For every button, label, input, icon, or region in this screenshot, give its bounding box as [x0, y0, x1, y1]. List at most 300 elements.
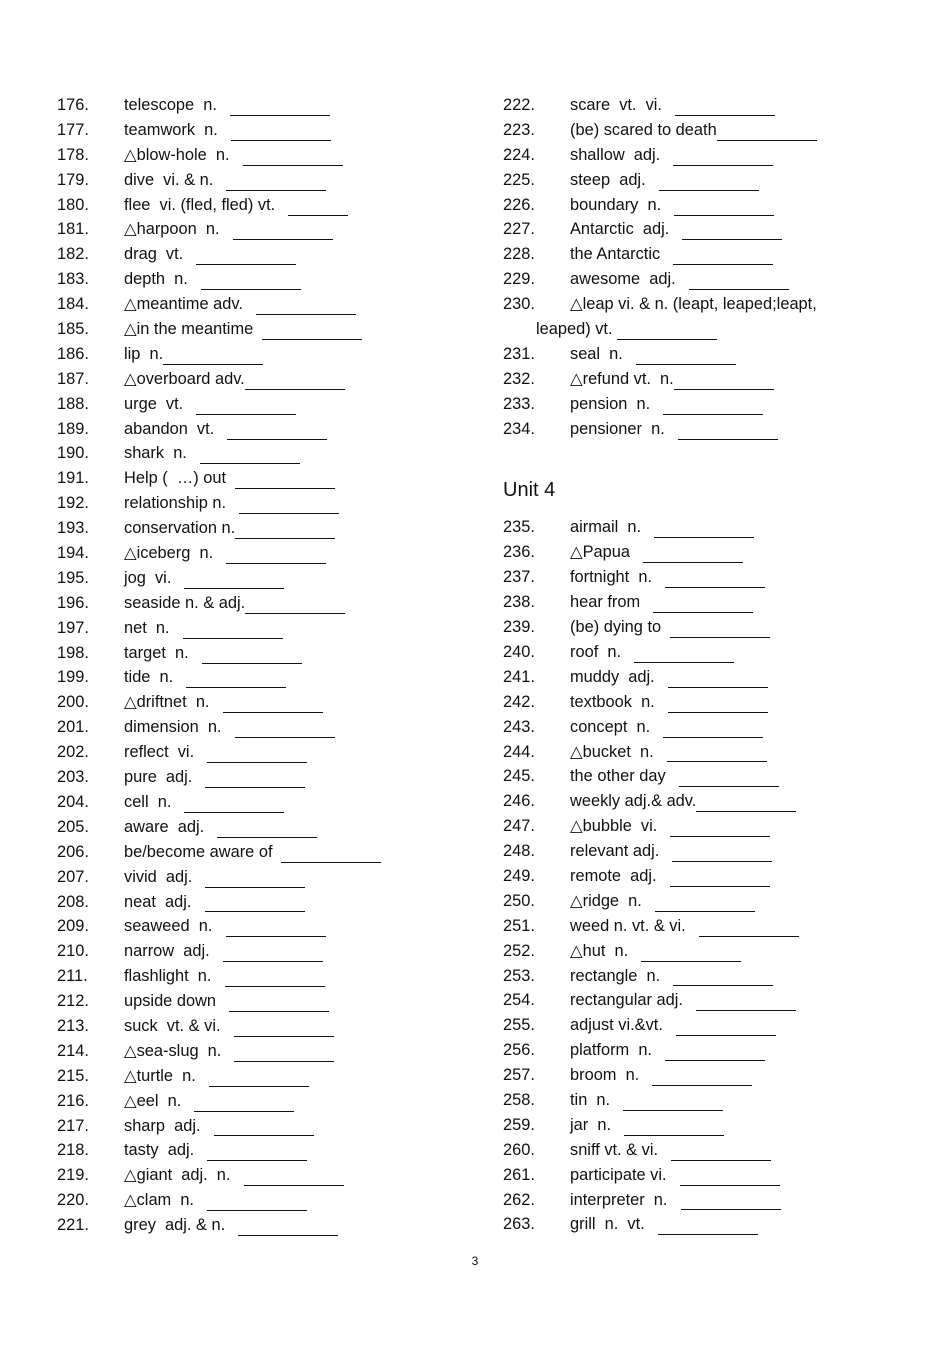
- item-number: 232.: [503, 369, 535, 388]
- answer-blank[interactable]: [670, 820, 770, 837]
- answer-blank[interactable]: [679, 770, 779, 787]
- list-item: [57, 815, 457, 840]
- item-term: the other day: [570, 767, 675, 786]
- list-item: [57, 566, 457, 591]
- item-term: abandon vt.: [124, 419, 224, 438]
- item-number: 219.: [57, 1166, 89, 1185]
- item-term: grey adj. & n.: [124, 1216, 235, 1235]
- item-term: broom n.: [570, 1066, 649, 1085]
- list-item: [57, 193, 457, 218]
- item-term: net n.: [124, 618, 179, 637]
- answer-blank[interactable]: [207, 1194, 307, 1211]
- list-item: [57, 367, 457, 392]
- list-item: [57, 1089, 457, 1114]
- item-term: scare vt. vi.: [570, 96, 672, 114]
- right-column: [503, 93, 903, 1237]
- item-term: cell n.: [124, 792, 181, 811]
- answer-blank[interactable]: [663, 398, 763, 415]
- item-term: △sea-slug n.: [124, 1041, 231, 1060]
- item-term: (be) scared to death: [570, 120, 717, 139]
- item-term: conservation n.: [124, 519, 236, 538]
- answer-blank[interactable]: [205, 871, 305, 888]
- item-term: △overboard adv.: [124, 369, 245, 388]
- item-number: 244.: [503, 742, 535, 761]
- item-term: △hut n.: [570, 941, 638, 960]
- list-item: [503, 515, 903, 540]
- answer-blank[interactable]: [183, 622, 283, 639]
- list-item: [503, 1038, 903, 1063]
- answer-blank[interactable]: [207, 1144, 307, 1161]
- list-item: [57, 93, 457, 118]
- item-number: 203.: [57, 768, 89, 787]
- item-term: (be) dying to: [570, 618, 666, 637]
- list-item: [57, 790, 457, 815]
- list-item: [503, 565, 903, 590]
- item-number: 249.: [503, 866, 535, 885]
- answer-blank[interactable]: [643, 546, 743, 563]
- list-item-wrapped: [503, 292, 903, 342]
- answer-blank[interactable]: [233, 223, 333, 240]
- list-item: [57, 740, 457, 765]
- list-item: [503, 392, 903, 417]
- item-term: △Papua: [570, 543, 640, 562]
- item-number: 262.: [503, 1190, 535, 1209]
- item-number: 182.: [57, 245, 89, 264]
- list-item: [503, 242, 903, 267]
- item-number: 261.: [503, 1165, 535, 1184]
- list-item: [57, 491, 457, 516]
- left-column: [57, 93, 457, 1238]
- list-item: [57, 292, 457, 317]
- item-number: 212.: [57, 992, 89, 1011]
- item-number: 241.: [503, 667, 535, 686]
- answer-blank[interactable]: [256, 298, 356, 315]
- item-number: 222.: [503, 96, 535, 114]
- item-number: 181.: [57, 220, 89, 239]
- answer-blank[interactable]: [673, 969, 773, 986]
- item-term: △ridge n.: [570, 891, 651, 910]
- item-number: 216.: [57, 1091, 89, 1110]
- item-number: 226.: [503, 195, 535, 214]
- item-term: boundary n.: [570, 195, 671, 214]
- item-term: seal n.: [570, 344, 632, 363]
- item-number: 208.: [57, 892, 89, 911]
- answer-blank[interactable]: [226, 920, 326, 937]
- answer-blank[interactable]: [653, 596, 753, 613]
- list-item: [503, 590, 903, 615]
- list-item: [503, 740, 903, 765]
- list-item: [57, 118, 457, 143]
- list-item: [57, 1163, 457, 1188]
- list-item: [503, 1063, 903, 1088]
- item-term: jog vi.: [124, 568, 181, 587]
- answer-blank[interactable]: [201, 273, 301, 290]
- answer-blank[interactable]: [674, 373, 774, 390]
- item-number: 243.: [503, 717, 535, 736]
- answer-blank[interactable]: [209, 1070, 309, 1087]
- list-item: [57, 641, 457, 666]
- answer-blank[interactable]: [668, 671, 768, 688]
- item-term: △clam n.: [124, 1191, 204, 1210]
- item-number: 245.: [503, 767, 535, 786]
- answer-blank[interactable]: [717, 124, 817, 141]
- item-number: 205.: [57, 817, 89, 836]
- list-item: [57, 1064, 457, 1089]
- answer-blank[interactable]: [200, 447, 300, 464]
- item-number: 247.: [503, 817, 535, 836]
- list-item: [503, 367, 903, 392]
- item-number: 197.: [57, 618, 89, 637]
- answer-blank[interactable]: [184, 572, 284, 589]
- answer-blank[interactable]: [681, 1193, 781, 1210]
- answer-blank[interactable]: [667, 745, 767, 762]
- item-number: 220.: [57, 1191, 89, 1210]
- list-item: [503, 1212, 903, 1237]
- answer-blank[interactable]: [652, 1069, 752, 1086]
- item-term: △eel n.: [124, 1091, 191, 1110]
- answer-blank[interactable]: [243, 149, 343, 166]
- answer-blank[interactable]: [235, 472, 335, 489]
- item-term: pensioner n.: [570, 419, 674, 438]
- answer-blank[interactable]: [699, 920, 799, 937]
- item-term: jar n.: [570, 1115, 621, 1134]
- answer-blank[interactable]: [676, 1019, 776, 1036]
- answer-blank[interactable]: [665, 1044, 765, 1061]
- list-item: [57, 466, 457, 491]
- item-term: flee vi. (fled, fled) vt.: [124, 195, 285, 214]
- list-item: [57, 143, 457, 168]
- item-number: 240.: [503, 642, 535, 661]
- item-number: 199.: [57, 668, 89, 687]
- answer-blank[interactable]: [655, 895, 755, 912]
- item-number: 231.: [503, 344, 535, 363]
- item-number: 234.: [503, 419, 535, 438]
- item-term: dimension n.: [124, 718, 231, 737]
- item-number: 254.: [503, 991, 535, 1010]
- item-term: relationship n.: [124, 494, 236, 513]
- answer-blank[interactable]: [670, 870, 770, 887]
- item-number: 214.: [57, 1041, 89, 1060]
- answer-blank[interactable]: [205, 771, 305, 788]
- item-term: △bucket n.: [570, 742, 663, 761]
- item-number: 188.: [57, 394, 89, 413]
- unit-heading: Unit 4: [503, 479, 556, 502]
- answer-blank[interactable]: [194, 1095, 294, 1112]
- item-number: 179.: [57, 170, 89, 189]
- list-item: [57, 616, 457, 641]
- answer-blank[interactable]: [663, 721, 763, 738]
- answer-blank[interactable]: [196, 248, 296, 265]
- item-number: 221.: [57, 1216, 89, 1235]
- answer-blank[interactable]: [239, 497, 339, 514]
- answer-blank[interactable]: [196, 398, 296, 415]
- item-number: 191.: [57, 469, 89, 488]
- list-item: [57, 441, 457, 466]
- right-column-mid-list: [503, 342, 903, 442]
- answer-blank[interactable]: [665, 571, 765, 588]
- item-number: 210.: [57, 942, 89, 961]
- list-item: [503, 715, 903, 740]
- page-number: 3: [471, 1254, 479, 1268]
- item-term: vivid adj.: [124, 867, 202, 886]
- item-term: adjust vi.&vt.: [570, 1016, 673, 1035]
- item-term: the Antarctic: [570, 245, 670, 264]
- list-item: [503, 1013, 903, 1038]
- item-number: 211.: [57, 967, 88, 986]
- list-item: [57, 1188, 457, 1213]
- answer-blank[interactable]: [186, 671, 286, 688]
- item-term: Antarctic adj.: [570, 220, 679, 239]
- answer-blank[interactable]: [227, 423, 327, 440]
- answer-blank[interactable]: [623, 1094, 723, 1111]
- answer-blank[interactable]: [617, 323, 717, 340]
- item-term: relevant adj.: [570, 842, 669, 861]
- answer-blank[interactable]: [226, 174, 326, 191]
- item-term: suck vt. & vi.: [124, 1016, 230, 1035]
- item-number: 258.: [503, 1090, 535, 1109]
- list-item: [503, 217, 903, 242]
- item-number: 224.: [503, 145, 535, 164]
- item-term: roof n.: [570, 642, 631, 661]
- list-item: [57, 541, 457, 566]
- answer-blank[interactable]: [636, 348, 736, 365]
- answer-blank[interactable]: [244, 1169, 344, 1186]
- item-term: aware adj.: [124, 817, 214, 836]
- answer-blank[interactable]: [671, 1144, 771, 1161]
- item-term: △driftnet n.: [124, 693, 219, 712]
- item-term: textbook n.: [570, 692, 664, 711]
- item-term: hear from: [570, 593, 650, 612]
- item-term: target n.: [124, 643, 198, 662]
- answer-blank[interactable]: [682, 223, 782, 240]
- list-item: [57, 989, 457, 1014]
- item-number: 177.: [57, 120, 89, 139]
- answer-blank[interactable]: [673, 149, 773, 166]
- item-number: 187.: [57, 369, 89, 388]
- list-item: [57, 765, 457, 790]
- answer-blank[interactable]: [163, 348, 263, 365]
- list-item: [503, 665, 903, 690]
- list-item: [503, 939, 903, 964]
- list-item: [503, 540, 903, 565]
- list-item: [503, 1138, 903, 1163]
- item-term: tide n.: [124, 668, 183, 687]
- answer-blank[interactable]: [245, 373, 345, 390]
- list-item: [57, 715, 457, 740]
- item-number: 207.: [57, 867, 89, 886]
- item-number: 255.: [503, 1016, 535, 1035]
- item-term: interpreter n.: [570, 1190, 677, 1209]
- answer-blank[interactable]: [670, 621, 770, 638]
- list-item: [503, 1113, 903, 1138]
- item-term: participate vi.: [570, 1165, 676, 1184]
- list-item: [57, 939, 457, 964]
- item-number: 201.: [57, 718, 89, 737]
- item-term: urge vt.: [124, 394, 193, 413]
- item-term: Help ( …) out: [124, 469, 231, 488]
- item-term: △meantime adv.: [124, 295, 252, 314]
- list-item: [57, 964, 457, 989]
- answer-blank[interactable]: [624, 1119, 724, 1136]
- answer-blank[interactable]: [231, 124, 331, 141]
- list-item: [57, 342, 457, 367]
- item-number: 217.: [57, 1116, 89, 1135]
- item-term: △harpoon n.: [124, 220, 229, 239]
- answer-blank[interactable]: [235, 522, 335, 539]
- answer-blank[interactable]: [207, 746, 307, 763]
- answer-blank[interactable]: [217, 821, 317, 838]
- item-term: teamwork n.: [124, 120, 227, 139]
- item-term: neat adj.: [124, 892, 201, 911]
- answer-blank[interactable]: [654, 521, 754, 538]
- answer-blank[interactable]: [234, 1045, 334, 1062]
- list-item: [57, 217, 457, 242]
- answer-blank[interactable]: [226, 547, 326, 564]
- item-number: 202.: [57, 743, 89, 762]
- item-number: 189.: [57, 419, 89, 438]
- item-number: 204.: [57, 792, 89, 811]
- answer-blank[interactable]: [689, 273, 789, 290]
- item-number: 227.: [503, 220, 535, 239]
- answer-blank[interactable]: [281, 846, 381, 863]
- item-number: 195.: [57, 568, 89, 587]
- answer-blank[interactable]: [678, 423, 778, 440]
- item-number: 178.: [57, 145, 89, 164]
- item-term: remote adj.: [570, 866, 666, 885]
- answer-blank[interactable]: [668, 696, 768, 713]
- item-number: 185.: [57, 320, 89, 339]
- answer-blank[interactable]: [288, 199, 348, 216]
- item-number: 183.: [57, 270, 89, 289]
- list-item: [57, 267, 457, 292]
- list-item: [503, 1163, 903, 1188]
- item-term: weed n. vt. & vi.: [570, 916, 695, 935]
- item-number: 233.: [503, 394, 535, 413]
- list-item: [503, 118, 903, 143]
- item-term: grill n. vt.: [570, 1215, 654, 1234]
- answer-blank[interactable]: [696, 795, 796, 812]
- item-term: dive vi. & n.: [124, 170, 223, 189]
- item-term: rectangle n.: [570, 966, 670, 985]
- item-number: 176.: [57, 96, 89, 114]
- list-item: [57, 1039, 457, 1064]
- answer-blank[interactable]: [223, 945, 323, 962]
- list-item: [503, 889, 903, 914]
- answer-blank[interactable]: [674, 199, 774, 216]
- list-item: [57, 168, 457, 193]
- answer-blank[interactable]: [234, 1020, 334, 1037]
- item-number: 236.: [503, 543, 535, 562]
- answer-blank[interactable]: [634, 646, 734, 663]
- list-item: [503, 1088, 903, 1113]
- answer-blank[interactable]: [680, 1169, 780, 1186]
- item-number: 235.: [503, 518, 535, 537]
- list-item: [57, 591, 457, 616]
- list-item: [57, 665, 457, 690]
- item-term: pension n.: [570, 394, 660, 413]
- item-term: △giant adj. n.: [124, 1166, 240, 1185]
- item-number: 237.: [503, 568, 535, 587]
- answer-blank[interactable]: [672, 845, 772, 862]
- list-item: [503, 417, 903, 442]
- item-term: △in the meantime: [124, 320, 258, 339]
- answer-blank[interactable]: [214, 1119, 314, 1136]
- answer-blank[interactable]: [225, 970, 325, 987]
- item-term: △iceberg n.: [124, 544, 223, 563]
- answer-blank[interactable]: [202, 647, 302, 664]
- list-item: [503, 193, 903, 218]
- list-item: [503, 615, 903, 640]
- list-item: [503, 814, 903, 839]
- item-number: 223.: [503, 120, 535, 139]
- answer-blank[interactable]: [245, 597, 345, 614]
- answer-blank[interactable]: [235, 721, 335, 738]
- answer-blank[interactable]: [229, 995, 329, 1012]
- list-item: [503, 267, 903, 292]
- item-term: △leap vi. & n. (leapt, leaped;leapt,: [570, 295, 817, 314]
- answer-blank[interactable]: [659, 174, 759, 191]
- item-term: fortnight n.: [570, 568, 662, 587]
- list-item: [503, 93, 903, 118]
- list-item: [57, 317, 457, 342]
- answer-blank[interactable]: [262, 323, 362, 340]
- answer-blank[interactable]: [658, 1218, 758, 1235]
- item-number: 184.: [57, 295, 89, 314]
- item-number: 250.: [503, 891, 535, 910]
- answer-blank[interactable]: [205, 895, 305, 912]
- item-number: 239.: [503, 618, 535, 637]
- item-term: rectangular adj.: [570, 991, 693, 1010]
- item-term: △refund vt. n.: [570, 369, 674, 388]
- list-item: [503, 764, 903, 789]
- list-item: [503, 988, 903, 1013]
- item-number: 259.: [503, 1115, 535, 1134]
- item-term: seaweed n.: [124, 917, 222, 936]
- item-number: 194.: [57, 544, 89, 563]
- item-number: 213.: [57, 1016, 89, 1035]
- item-number: 230.: [503, 295, 535, 314]
- item-number: 229.: [503, 270, 535, 289]
- item-term: drag vt.: [124, 245, 193, 264]
- item-term: △bubble vi.: [570, 817, 667, 836]
- answer-blank[interactable]: [675, 99, 775, 116]
- item-term-continued: leaped) vt.: [536, 320, 613, 339]
- list-item: [57, 1114, 457, 1139]
- item-number: 190.: [57, 444, 89, 463]
- list-item: [503, 143, 903, 168]
- item-term: sharp adj.: [124, 1116, 210, 1135]
- answer-blank[interactable]: [223, 696, 323, 713]
- item-term: narrow adj.: [124, 942, 219, 961]
- item-number: 256.: [503, 1041, 535, 1060]
- item-term: △turtle n.: [124, 1066, 205, 1085]
- answer-blank[interactable]: [673, 248, 773, 265]
- item-number: 215.: [57, 1066, 89, 1085]
- answer-blank[interactable]: [641, 945, 741, 962]
- list-item: [57, 1138, 457, 1163]
- list-item: [57, 1014, 457, 1039]
- item-term: lip n.: [124, 344, 164, 363]
- item-term: pure adj.: [124, 768, 202, 787]
- list-item: [57, 417, 457, 442]
- answer-blank[interactable]: [238, 1219, 338, 1236]
- answer-blank[interactable]: [696, 994, 796, 1011]
- item-term: sniff vt. & vi.: [570, 1140, 668, 1159]
- item-term: platform n.: [570, 1041, 662, 1060]
- item-number: 200.: [57, 693, 89, 712]
- answer-blank[interactable]: [184, 796, 284, 813]
- answer-blank[interactable]: [230, 99, 330, 116]
